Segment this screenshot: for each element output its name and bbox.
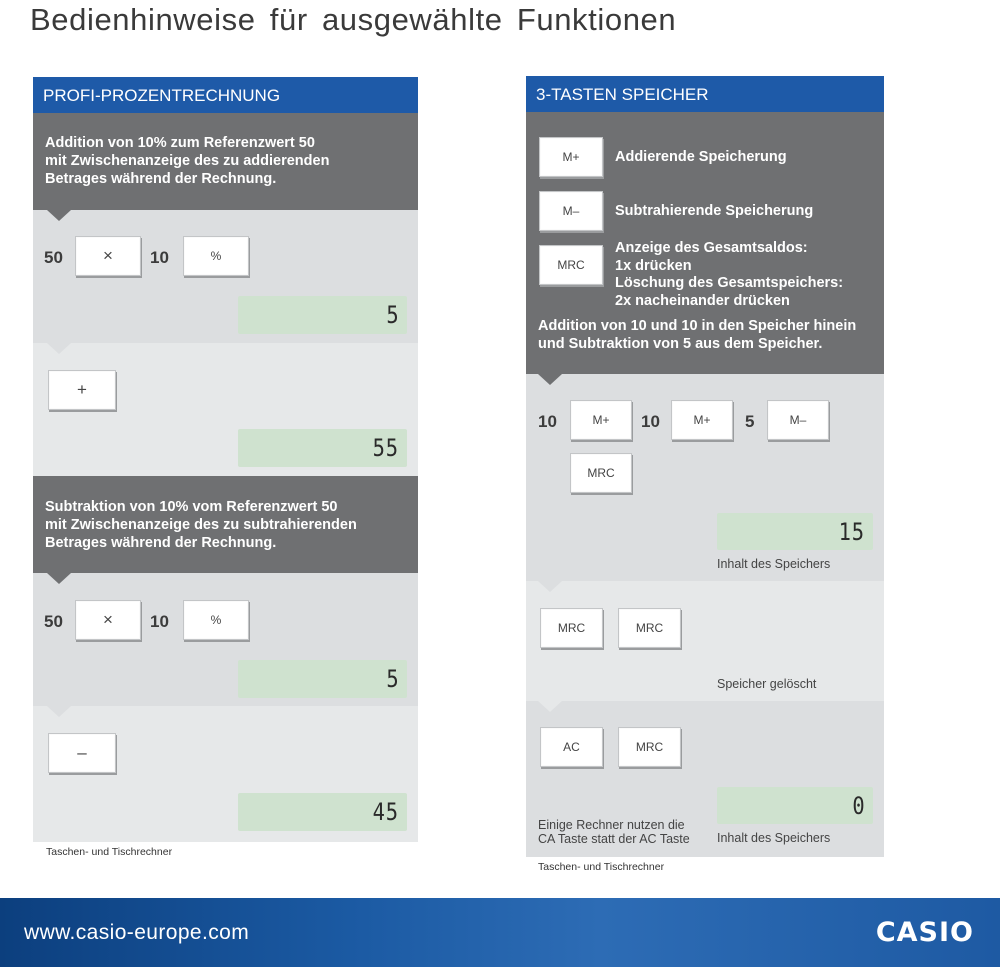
memory-panel [526, 76, 884, 873]
number-50: 50 [44, 248, 63, 267]
number-5: 5 [745, 412, 755, 431]
website-link[interactable]: www.casio-europe.com [24, 921, 250, 944]
legend-label: Anzeige des Gesamtsaldos: 1x drücken Löschung des Gesamtspeichers: 2x nacheinander drücken [615, 240, 844, 309]
ac-key[interactable]: AC [540, 727, 603, 767]
lcd-display: 0 [717, 787, 873, 824]
percent-panel [33, 77, 418, 858]
m-plus-key[interactable]: M+ [570, 400, 632, 440]
arrow-marker [47, 210, 71, 221]
footnote: Taschen- und Tischrechner [46, 846, 173, 858]
lcd-display: 45 [238, 793, 407, 831]
number-10: 10 [150, 248, 169, 267]
number-10: 10 [150, 612, 169, 631]
mrc-key[interactable]: MRC [539, 245, 603, 285]
arrow-marker [538, 581, 562, 592]
percent-key[interactable]: % [183, 600, 249, 640]
m-minus-key[interactable]: M– [767, 400, 829, 440]
arrow-marker [47, 706, 71, 717]
arrow-marker [47, 343, 71, 354]
memory-caption: Inhalt des Speichers [717, 831, 831, 845]
footnote: Taschen- und Tischrechner [538, 861, 665, 873]
arrow-marker [47, 573, 71, 584]
mrc-key[interactable]: MRC [540, 608, 603, 648]
mrc-key[interactable]: MRC [570, 453, 632, 493]
m-plus-key[interactable]: M+ [671, 400, 733, 440]
ca-note: Einige Rechner nutzen die CA Taste statt der AC Taste [538, 818, 690, 846]
number-10: 10 [641, 412, 660, 431]
multiply-key[interactable]: × [75, 600, 141, 640]
arrow-marker [538, 374, 562, 385]
number-50: 50 [44, 612, 63, 631]
legend-label: Addierende Speicherung [615, 149, 787, 165]
multiply-key[interactable]: × [75, 236, 141, 276]
memory-panel-header: 3-TASTEN SPEICHER [526, 76, 884, 112]
percent-panel-header: PROFI-PROZENTRECHNUNG [33, 77, 418, 113]
footer-banner [0, 898, 1000, 967]
lcd-display: 55 [238, 429, 407, 467]
lcd-display: 5 [238, 296, 407, 334]
memory-caption: Inhalt des Speichers [717, 557, 831, 571]
m-plus-key[interactable]: M+ [539, 137, 603, 177]
plus-key[interactable]: + [48, 370, 116, 410]
mrc-key[interactable]: MRC [618, 727, 681, 767]
percent-key[interactable]: % [183, 236, 249, 276]
addition-description: Addition von 10% zum Referenzwert 50 mit Zwischenanzeige des zu addierenden Betrages während der Rechnung. [33, 113, 418, 287]
casio-logo: CASIO [875, 917, 974, 948]
legend-label: Subtrahierende Speicherung [615, 203, 814, 219]
arrow-marker [538, 701, 562, 712]
number-10: 10 [538, 412, 557, 431]
subtraction-description: Subtraktion von 10% vom Referenzwert 50 mit Zwischenanzeige des zu subtrahierenden Betrages während der Rechnung. [33, 476, 418, 573]
mrc-key[interactable]: MRC [618, 608, 681, 648]
m-minus-key[interactable]: M– [539, 191, 603, 231]
cleared-caption: Speicher gelöscht [717, 677, 817, 691]
page-title: Bedienhinweise für ausgewählte Funktionen [30, 2, 677, 37]
minus-key[interactable]: – [48, 733, 116, 773]
memory-intro: Addition von 10 und 10 in den Speicher hinein und Subtraktion von 5 aus dem Speicher. [538, 318, 857, 352]
lcd-display: 5 [238, 660, 407, 698]
lcd-display: 15 [717, 513, 873, 550]
